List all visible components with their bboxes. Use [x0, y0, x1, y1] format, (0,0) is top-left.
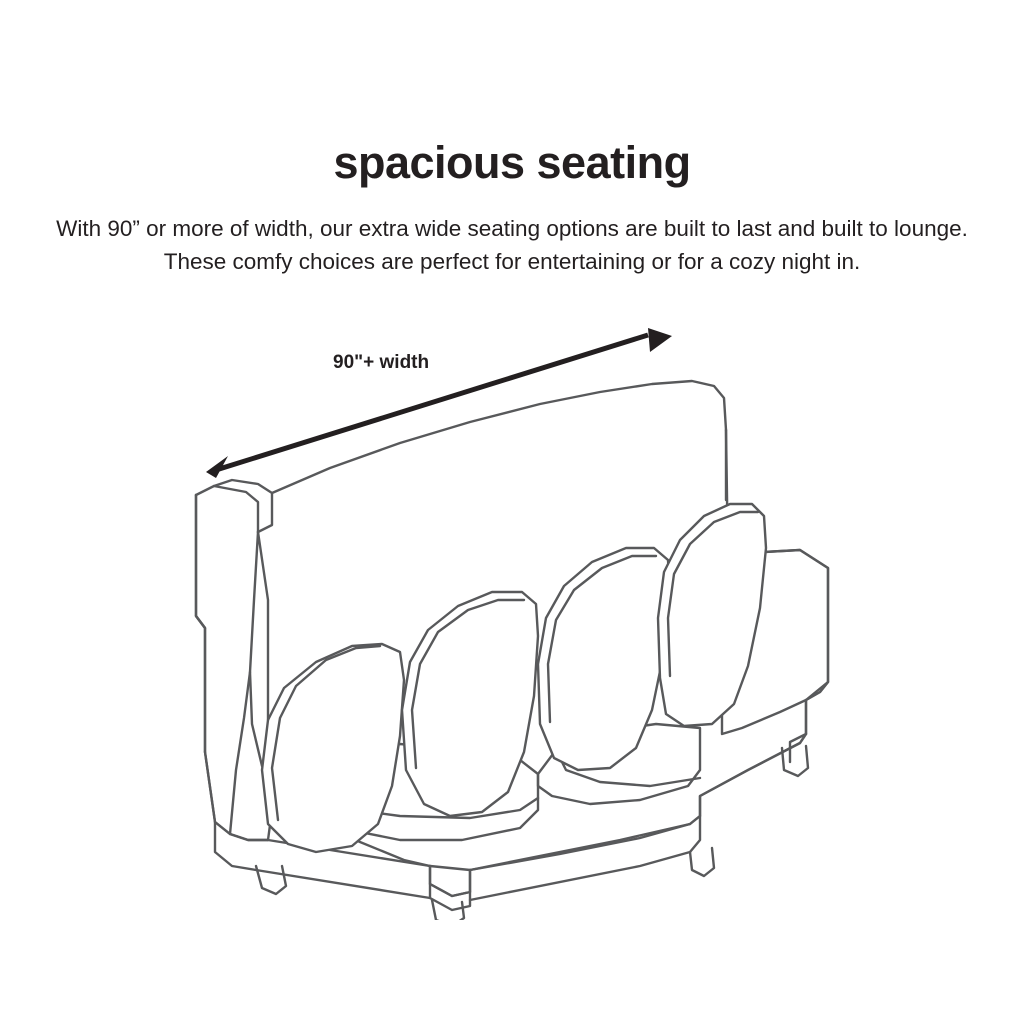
description-line-1: With 90” or more of width, our extra wide seating options are built to last and built to lounge. [56, 216, 968, 241]
description-line-2: These comfy choices are perfect for entertaining or for a cozy night in. [163, 248, 861, 274]
page-title: spacious seating [333, 137, 691, 188]
sofa-illustration [0, 300, 1024, 920]
dimension-label: 90"+ width [333, 352, 430, 373]
description-text [0, 213, 1024, 278]
